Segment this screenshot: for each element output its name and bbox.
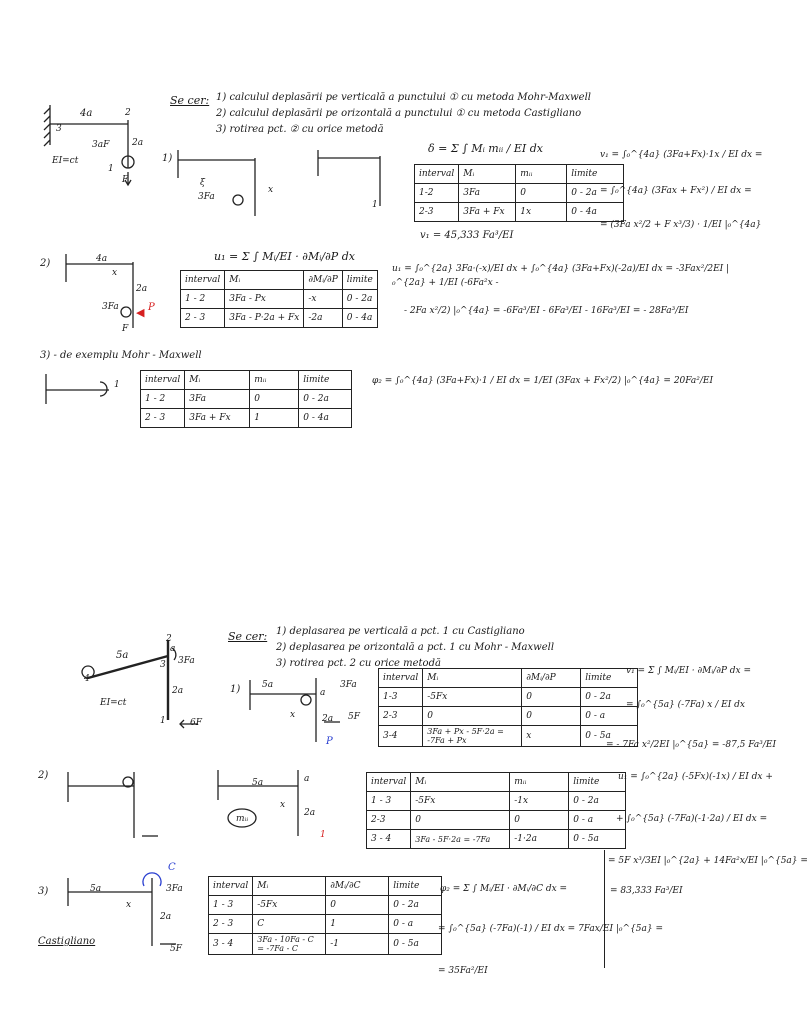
p2-part1-dim-5a: 5a [262, 680, 274, 690]
table-row [209, 896, 442, 915]
table-cell: 1-3 [379, 688, 423, 707]
table-header: Mᵢ [459, 165, 516, 184]
p1-part2-calc-2: - 2Fa x²/2) |₀^{4a} = -6Fa³/EI - 6Fa³/EI - 16Fa³/EI = - 28Fa³/EI [404, 306, 689, 316]
table-cell: 3Fa - 5F·2a = -7Fa [411, 830, 510, 849]
table-cell: 0 - 2a [342, 290, 377, 309]
p1-part2-load-p: P [148, 302, 155, 313]
table-cell: 3 - 4 [209, 934, 253, 955]
p2-part2-calc-1: u₁ = ∫₀^{2a} (-5Fx)(-1x) / EI dx + [618, 772, 773, 782]
table-header: interval [367, 773, 411, 792]
table-row [181, 271, 378, 290]
table-cell: 0 - 2a [567, 184, 624, 203]
table-cell: 0 - a [389, 915, 442, 934]
fig2-node-2: 2 [166, 634, 172, 644]
table-header: mᵢᵢ [516, 165, 567, 184]
table-row [379, 707, 638, 726]
p1-part1-calc-1: v₁ = ∫₀^{4a} (3Fa+Fx)·1x / EI dx = [600, 150, 763, 160]
problem1-task-2: 2) calculul deplasării pe orizontală a punctului ① cu metoda Castigliano [216, 108, 582, 119]
table-cell: -2a [304, 309, 342, 328]
p1-part2-dim-x: x [112, 268, 118, 278]
table-row [415, 165, 624, 184]
p1-part2-formula: u₁ = Σ ∫ Mᵢ/EI · ∂Mᵢ/∂P dx [214, 250, 355, 263]
table-row [181, 309, 378, 328]
p2-part1-dim-a: a [320, 688, 326, 698]
p1-part1-coord-xi: ξ [200, 178, 205, 188]
table-cell: 0 - 5a [581, 726, 638, 747]
table-cell: 1 [250, 409, 299, 428]
table-row [209, 934, 442, 955]
fig2-side-dim: 2a [172, 686, 184, 696]
p2-part1-dim-2a: 2a [322, 714, 334, 724]
table-cell: 2 - 3 [141, 409, 185, 428]
p2-part1-dim-x: x [290, 710, 296, 720]
table-header: limite [342, 271, 377, 290]
fig1-force: F [122, 175, 129, 185]
p1-part2-dim-2a: 2a [136, 284, 148, 294]
table-cell: 1 [326, 915, 389, 934]
p2-part3-calc-1: φ₂ = Σ ∫ Mᵢ/EI · ∂Mᵢ/∂C dx = [440, 884, 568, 894]
p2-part3-dim-x: x [126, 900, 132, 910]
problem2-task-1: 1) deplasarea pe verticală a pct. 1 cu Castigliano [276, 626, 525, 637]
p2-part1-force: 5F [348, 712, 360, 722]
p2-part3-label: 3) [38, 886, 49, 897]
p1-part3-label: 3) - de exemplu Mohr - Maxwell [40, 350, 202, 361]
table-cell: 2-3 [367, 811, 411, 830]
table-cell: -5Fx [253, 896, 326, 915]
problem2-se-cer: Se cer: [228, 630, 268, 643]
p1-part2-label: 2) [40, 258, 51, 269]
p2-part1-calc-2: = ∫₀^{5a} (-7Fa) x / EI dx [626, 700, 745, 710]
p2-part1-calc-3: = - 7Fa x²/2EI |₀^{5a} = -87,5 Fa³/EI [606, 740, 777, 750]
p1-part2-table [180, 270, 378, 328]
p2-part1-moment: 3Fa [340, 680, 357, 690]
p2-part2-calc-4: = 83,333 Fa³/EI [610, 886, 683, 896]
table-cell: -5Fx [411, 792, 510, 811]
table-header: ∂Mᵢ/∂C [326, 877, 389, 896]
fig1-node-3: 3 [56, 124, 62, 134]
fig1-side-dim: 2a [132, 138, 144, 148]
table-header: limite [567, 165, 624, 184]
table-cell: 0 [326, 896, 389, 915]
table-cell: 0 - a [569, 811, 626, 830]
p1-unit-figure [310, 148, 400, 208]
table-cell: 0 - 2a [299, 390, 352, 409]
table-cell: C [253, 915, 326, 934]
table-cell: 1 - 3 [367, 792, 411, 811]
table-cell: 0 [516, 184, 567, 203]
table-header: mᵢᵢ [250, 371, 299, 390]
table-cell: 3Fa - 10Fa - C = -7Fa - C [253, 934, 326, 955]
divider-line [604, 850, 605, 968]
table-cell: 0 - 4a [567, 203, 624, 222]
table-cell: 0 - 5a [389, 934, 442, 955]
p2-part1-load-p: P [326, 736, 333, 747]
table-cell: 2-3 [379, 707, 423, 726]
table-row [141, 409, 352, 428]
table-cell: -1 [326, 934, 389, 955]
p2-part3-calc-3: = 35Fa²/EI [438, 966, 488, 976]
table-cell: 0 - 5a [569, 830, 626, 849]
table-row [367, 773, 626, 792]
p1-part1-figure [170, 148, 280, 218]
table-row [379, 669, 638, 688]
p2-part3-calc-2: = ∫₀^{5a} (-7Fa)(-1) / EI dx = 7Fax/EI |₀^{5a} = [438, 924, 664, 934]
p2-part3-dim-5a: 5a [90, 884, 102, 894]
table-row [415, 184, 624, 203]
p1-delta-formula: δ = Σ ∫ Mᵢ mᵢᵢ / EI dx [428, 142, 543, 155]
p1-part2-arrow-icon: ◀ [136, 306, 145, 319]
table-cell: -1x [510, 792, 569, 811]
table-row [379, 726, 638, 747]
p2-part1-label: 1) [230, 684, 241, 695]
p1-part1-label: 1) [162, 153, 173, 164]
table-header: Mᵢ [423, 669, 522, 688]
table-header: limite [581, 669, 638, 688]
fig2-ei: EI=ct [100, 698, 127, 708]
table-cell: 3 - 4 [367, 830, 411, 849]
p2-part3-sublabel: Castigliano [38, 936, 96, 947]
table-row [209, 877, 442, 896]
table-cell: 0 [510, 811, 569, 830]
table-header: interval [379, 669, 423, 688]
fig2-node-4: 4 [84, 674, 90, 684]
p2-part1-table [378, 668, 638, 747]
p2-part3-dim-2a: 2a [160, 912, 172, 922]
table-cell: x [522, 726, 581, 747]
table-cell: 0 - 4a [299, 409, 352, 428]
p2-part2-dim-x: x [280, 800, 286, 810]
table-header: mᵢᵢ [510, 773, 569, 792]
table-cell: 3Fa + Px - 5F·2a = -7Fa + Px [423, 726, 522, 747]
table-row [209, 915, 442, 934]
fig1-ei: EI=ct [52, 156, 79, 166]
p1-part2-force: F [122, 324, 129, 334]
p2-part2-figure-b [212, 766, 332, 846]
p1-part1-calc-3: = (3Fa x²/2 + F x³/3) · 1/EI |₀^{4a} [600, 220, 762, 230]
table-cell: 3Fa + Fx [185, 409, 250, 428]
fig2-force: 6F [190, 718, 202, 728]
table-header: Mᵢ [411, 773, 510, 792]
table-cell: 0 [411, 811, 510, 830]
table-cell: 3-4 [379, 726, 423, 747]
p2-part2-table [366, 772, 626, 849]
fig1-moment: 3aF [92, 140, 110, 150]
p1-part1-result: v₁ = 45,333 Fa³/EI [420, 230, 514, 241]
p2-part3-moment: 3Fa [166, 884, 183, 894]
p1-part1-unit-load: 1 [372, 200, 378, 210]
table-cell: 3Fa - Px [225, 290, 304, 309]
table-cell: 0 - a [581, 707, 638, 726]
p2-part2-label: 2) [38, 770, 49, 781]
problem2-task-2: 2) deplasarea pe orizontală a pct. 1 cu Mohr - Maxwell [276, 642, 555, 653]
table-cell: 1x [516, 203, 567, 222]
table-cell: 3Fa [459, 184, 516, 203]
table-cell: 0 [522, 688, 581, 707]
table-header: limite [299, 371, 352, 390]
table-cell: 3Fa [185, 390, 250, 409]
fig2-node-3: 3 [160, 660, 166, 670]
table-cell: -1·2a [510, 830, 569, 849]
table-header: Mᵢ [225, 271, 304, 290]
p1-part2-calc-1: u₁ = ∫₀^{2a} 3Fa·(-x)/EI dx + ∫₀^{4a} (3Fa+Fx)(-2a)/EI dx = -3Fax²/2EI |₀^{2a} + 1/EI (-6Fa²x - [392, 264, 730, 288]
fig1-node-1: 1 [108, 164, 114, 174]
table-cell: 2-3 [415, 203, 459, 222]
frame-figure-2 [62, 634, 202, 734]
table-cell: 0 [423, 707, 522, 726]
p1-part1-calc-2: = ∫₀^{4a} (3Fax + Fx²) / EI dx = [600, 186, 752, 196]
table-row [141, 371, 352, 390]
p2-part2-dim-5a: 5a [252, 778, 264, 788]
fig2-node-1: 1 [160, 716, 166, 726]
p2-part3-force: 5F [170, 944, 182, 954]
problem1-task-3: 3) rotirea pct. ② cu orice metodă [216, 124, 384, 135]
p2-part2-unit: 1 [320, 830, 326, 840]
p2-part1-calc-1: v₁ = Σ ∫ Mᵢ/EI · ∂Mᵢ/∂P dx = [626, 666, 752, 676]
fig2-top-dim: 5a [116, 650, 129, 661]
p2-part2-dim-a: a [304, 774, 310, 784]
problem1-task-1: 1) calculul deplasării pe verticală a punctului ① cu metoda Mohr-Maxwell [216, 92, 591, 103]
table-cell: 0 - 2a [389, 896, 442, 915]
p1-part1-moment: 3Fa [198, 192, 215, 202]
table-header: Mᵢ [185, 371, 250, 390]
p2-part3-load-c: C [168, 862, 176, 873]
problem1-se-cer: Se cer: [170, 94, 210, 107]
table-header: interval [141, 371, 185, 390]
table-cell: 0 [250, 390, 299, 409]
table-cell: 3Fa - P·2a + Fx [225, 309, 304, 328]
p2-part2-dim-2a: 2a [304, 808, 316, 818]
fig1-node-2: 2 [125, 108, 131, 118]
p2-part2-calc-2: + ∫₀^{5a} (-7Fa)(-1·2a) / EI dx = [616, 814, 768, 824]
p1-part3-figure [44, 370, 124, 410]
table-cell: 3Fa + Fx [459, 203, 516, 222]
p2-part2-figure-a [62, 770, 172, 850]
table-header: ∂Mᵢ/∂P [304, 271, 342, 290]
table-cell: 1-2 [415, 184, 459, 203]
fig2-a-dim: a [170, 644, 176, 654]
fig2-moment: 3Fa [178, 656, 195, 666]
table-cell: 2 - 3 [209, 915, 253, 934]
problem2-task-3: 3) rotirea pct. 2 cu orice metodă [276, 658, 441, 669]
table-row [367, 792, 626, 811]
table-cell: 0 - 4a [342, 309, 377, 328]
p2-part2-mii: mᵢᵢ [236, 814, 249, 824]
table-row [367, 830, 626, 849]
table-cell: 1 - 2 [181, 290, 225, 309]
p2-part3-table [208, 876, 442, 955]
table-cell: 0 - 2a [569, 792, 626, 811]
p1-part1-table [414, 164, 624, 222]
p1-part1-coord-x: x [268, 185, 274, 195]
table-cell: 2 - 3 [181, 309, 225, 328]
table-row [141, 390, 352, 409]
p1-part2-dim-4a: 4a [96, 254, 108, 264]
table-cell: 0 [522, 707, 581, 726]
table-row [181, 290, 378, 309]
table-header: limite [569, 773, 626, 792]
table-header: interval [181, 271, 225, 290]
table-cell: -x [304, 290, 342, 309]
fig1-top-dim: 4a [80, 108, 93, 119]
p1-part3-unit: 1 [114, 380, 120, 390]
table-header: limite [389, 877, 442, 896]
table-cell: 1 - 3 [209, 896, 253, 915]
table-header: interval [415, 165, 459, 184]
table-header: interval [209, 877, 253, 896]
table-row [415, 203, 624, 222]
p1-part2-moment: 3Fa [102, 302, 119, 312]
table-cell: 1 - 2 [141, 390, 185, 409]
table-row [367, 811, 626, 830]
p1-part3-table [140, 370, 352, 428]
table-row [379, 688, 638, 707]
p1-part3-calc: φ₂ = ∫₀^{4a} (3Fa+Fx)·1 / EI dx = 1/EI (3Fax + Fx²/2) |₀^{4a} = 20Fa²/EI [372, 376, 714, 386]
table-header: ∂Mᵢ/∂P [522, 669, 581, 688]
table-header: Mᵢ [253, 877, 326, 896]
table-cell: 0 - 2a [581, 688, 638, 707]
p2-part2-calc-3: = 5F x³/3EI |₀^{2a} + 14Fa²x/EI |₀^{5a} = [608, 856, 808, 866]
table-cell: -5Fx [423, 688, 522, 707]
